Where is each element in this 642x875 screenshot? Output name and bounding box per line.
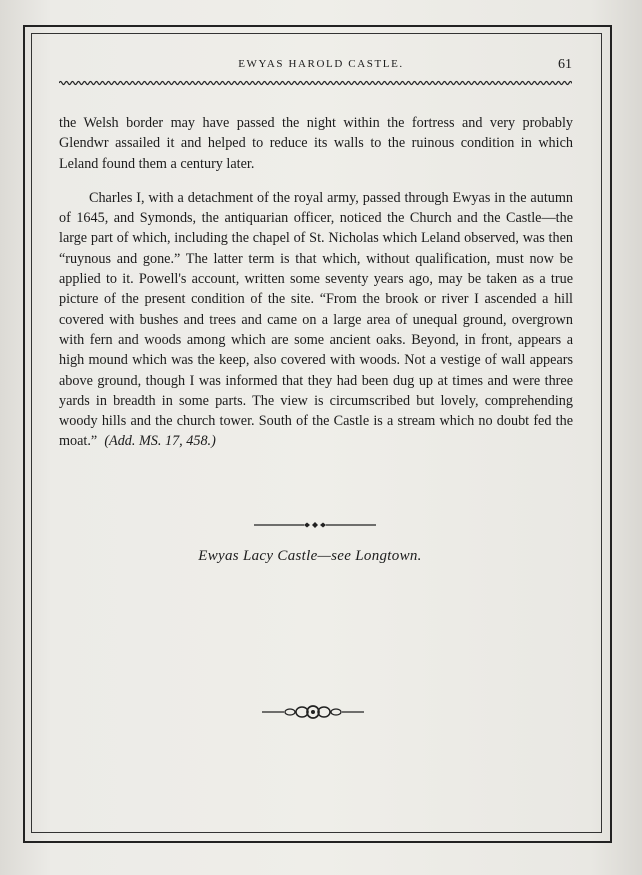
- running-head: [0, 57, 642, 73]
- cross-reference-entry: Ewyas Lacy Castle—see Longtown.: [198, 548, 422, 564]
- paragraph-1: the Welsh border may have passed the night within the fortress and very probably Glendwr assailed it and helped to reduce its walls to the ruinous condition in which Leland found them a century later.: [59, 115, 573, 172]
- tailpiece-ornament: [262, 704, 364, 720]
- citation: (Add. MS. 17, 458.): [104, 433, 216, 450]
- page-number: 61: [558, 57, 572, 72]
- paragraph-2-text: Charles I, with a detachment of the royal army, passed through Ewyas in the autumn of 1645, and Symonds, the antiquarian officer, noticed the Church and the Castle—the large part of which, including the chapel of St. Nicholas which Leland observed, was then “ruynous and gone.” The latter term is that which, without qualification, must now be applied to it. Powell's account, written some seventy years ago, may be taken as a true picture of the present condition of the site. “From the brook or river I ascended a hill covered with bushes and trees and came on a large area of unequal ground, overgrown with fern and woods among which are some ancient oaks. Beyond, in front, appears a high mound which was the keep, also covered with woods. Not a vestige of wall appears above ground, though I was informed that they had been dug up at times and were three yards in breadth in some parts. The view is circumscribed but lovely, comprehending woody hills and the church tower. South of the Castle is a stream which no doubt fed the moat.”: [59, 189, 573, 450]
- running-title: EWYAS HAROLD CASTLE.: [238, 58, 404, 70]
- ornamental-divider: [254, 520, 376, 530]
- wavy-rule: [59, 79, 572, 87]
- paragraph-2: [59, 188, 573, 452]
- body-text: [59, 113, 573, 452]
